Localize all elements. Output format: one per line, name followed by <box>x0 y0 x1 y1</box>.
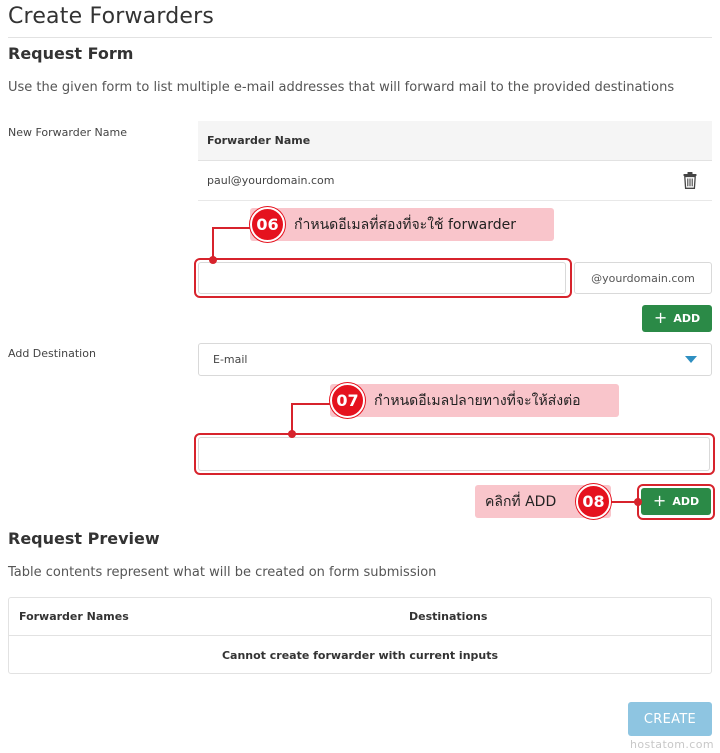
step-07-badge: 07 <box>330 383 365 418</box>
step-08-badge: 08 <box>576 484 611 519</box>
step-07-highlight <box>194 433 715 475</box>
column-forwarder-names: Forwarder Names <box>19 610 129 623</box>
forwarder-table-header: Forwarder Name <box>198 121 712 161</box>
request-preview-description: Table contents represent what will be created on form submission <box>8 565 437 580</box>
step-06-highlight <box>194 258 572 298</box>
domain-suffix: @yourdomain.com <box>574 262 712 294</box>
add-destination-label: Add Destination <box>8 347 96 360</box>
forwarder-address: paul@yourdomain.com <box>207 174 335 187</box>
add-forwarder-label: ADD <box>673 312 701 325</box>
step-06-badge: 06 <box>250 207 285 242</box>
step-08-highlight <box>637 484 715 520</box>
forwarder-table <box>198 121 712 201</box>
page-title: Create Forwarders <box>8 4 215 29</box>
chevron-down-icon <box>685 356 697 363</box>
request-preview-title: Request Preview <box>8 529 160 548</box>
new-forwarder-label: New Forwarder Name <box>8 126 127 139</box>
request-form-title: Request Form <box>8 44 134 63</box>
step-08-text: คลิกที่ ADD <box>485 493 557 510</box>
add-forwarder-button[interactable] <box>642 305 712 332</box>
column-destinations: Destinations <box>409 610 488 623</box>
create-button[interactable]: CREATE <box>628 702 712 736</box>
preview-empty-message: Cannot create forwarder with current inputs <box>221 648 499 662</box>
request-form-description: Use the given form to list multiple e-mail addresses that will forward mail to the provided destinations <box>8 80 675 95</box>
step-07-callout <box>330 384 619 417</box>
preview-table <box>8 597 712 674</box>
plus-icon: + <box>652 490 667 510</box>
title-divider <box>8 37 712 38</box>
step-06-callout <box>250 208 554 241</box>
watermark: hostatom.com <box>629 738 714 751</box>
add-destination-label: ADD <box>672 495 700 508</box>
forwarder-table-row <box>198 161 712 201</box>
step-07-text: กำหนดอีเมลปลายทางที่จะให้ส่งต่อ <box>374 392 581 409</box>
trash-icon <box>683 172 697 189</box>
delete-forwarder-button[interactable] <box>682 172 698 190</box>
destination-type-value: E-mail <box>213 353 248 366</box>
destination-type-select[interactable] <box>198 343 712 376</box>
plus-icon: + <box>653 307 668 327</box>
preview-table-header <box>9 598 711 636</box>
step-06-text: กำหนดอีเมลที่สองที่จะใช้ forwarder <box>294 216 517 233</box>
step-08-callout <box>475 485 611 518</box>
